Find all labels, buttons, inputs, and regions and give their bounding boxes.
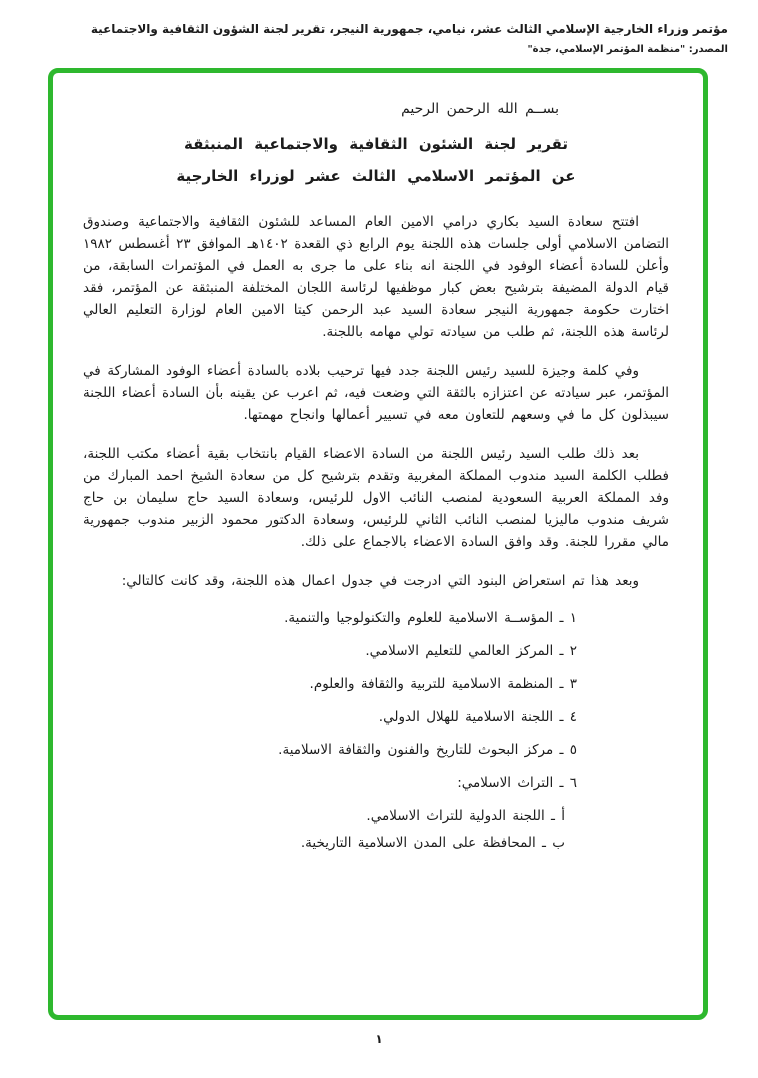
green-border-frame: [48, 68, 708, 1020]
paragraph-opening: افتتح سعادة السيد بكاري درامي الامين العام المساعد للشئون الثقافية والاجتماعية وصندوق التضامن الاسلامي أولى جلسات هذه اللجنة يوم الرابع ذي القعدة ١٤٠٢هـ الموافق ٢٣ أغسطس ١٩٨٢ وأعلن للسادة أعضاء الوفود في اللجنة انه بناء على ما جرى به العمل في المؤتمرات السابقة، من قيام الدولة المضيفة بترشيح بعض كبار موظفيها لرئاسة اللجان المختلفة المنبثقة عن المؤتمر، فقد اختارت حكومة جمهورية النيجر سعادة السيد عبد الرحمن كيتا الامين العام لوزارة التعليم العالي لرئاسة هذه اللجنة، ثم طلب من سيادته تولي مهامه باللجنة.: [83, 214, 669, 341]
agenda-item-1: ١ ـ المؤســة الاسلامية للعلوم والتكنولوجيا والتنمية.: [284, 610, 577, 627]
page-number: ١: [375, 1032, 383, 1047]
paragraph-agenda-intro: وبعد هذا تم استعراض البنود التي ادرجت في جدول اعمال هذه اللجنة، وقد كانت كالتالي:: [121, 573, 639, 590]
agenda-item-6: ٦ ـ التراث الاسلامي:: [457, 775, 577, 792]
document-title-line1: تقرير لجنة الشئون الثقافية والاجتماعية المنبثقة: [183, 135, 569, 154]
agenda-item-2: ٢ ـ المركز العالمي للتعليم الاسلامي.: [365, 643, 577, 660]
basmala-line: بســم الله الرحمن الرحيم: [401, 101, 559, 118]
agenda-item-5: ٥ ـ مركز البحوث للتاريخ والفنون والثقافة الاسلامية.: [278, 742, 577, 759]
agenda-item-3: ٣ ـ المنظمة الاسلامية للتربية والثقافة والعلوم.: [309, 676, 577, 693]
agenda-item-4: ٤ ـ اللجنة الاسلامية للهلال الدولي.: [378, 709, 577, 726]
document-header: [0, 0, 758, 55]
paragraph-elections: بعد ذلك طلب السيد رئيس اللجنة من السادة الاعضاء القيام بانتخاب بقية أعضاء مكتب اللجنة، فطلب الكلمة السيد مندوب المملكة المغربية وتقدم بترشيح كل من سعادة الشيخ احمد المبارك من وفد المملكة العربية السعودية لمنصب النائب الاول للرئيس، وسعادة السيد حاج سليمان بن حاج شريف مندوب ماليزيا لمنصب النائب الثاني للرئيس، وسعادة الدكتور محمود الزبير مندوب جمهورية مالي مقررا للجنة. وقد وافق السادة الاعضاء بالاجماع على ذلك.: [83, 446, 669, 551]
document-title-line2: عن المؤتمر الاسلامي الثالث عشر لوزراء الخارجية: [176, 167, 576, 186]
agenda-list: [83, 609, 669, 853]
header-source: المصدر: "منظمة المؤتمر الإسلامي، جدة": [527, 44, 728, 56]
agenda-sub-item-b: ب ـ المحافظة على المدن الاسلامية التاريخية.: [300, 835, 565, 852]
paragraph-chairman-speech: وفي كلمة وجيزة للسيد رئيس اللجنة جدد فيها ترحيب بلاده بالسادة أعضاء الوفود المشاركة في المؤتمر، عبر سيادته عن اعتزازه بالثقة التي وضعت فيه، ثم اعرب عن يقينه بأن السادة أعضاء اللجنة سيبذلون كل ما في وسعهم للتعاون معه في تسيير أعمالها وانجاح مهمتها.: [83, 363, 669, 424]
header-citation: مؤتمر وزراء الخارجية الإسلامي الثالث عشر، نيامي، جمهورية النيجر، تقرير لجنة الشؤون الثقافية والاجتماعية: [90, 22, 728, 36]
agenda-sub-item-a: أ ـ اللجنة الدولية للتراث الاسلامي.: [366, 808, 565, 825]
